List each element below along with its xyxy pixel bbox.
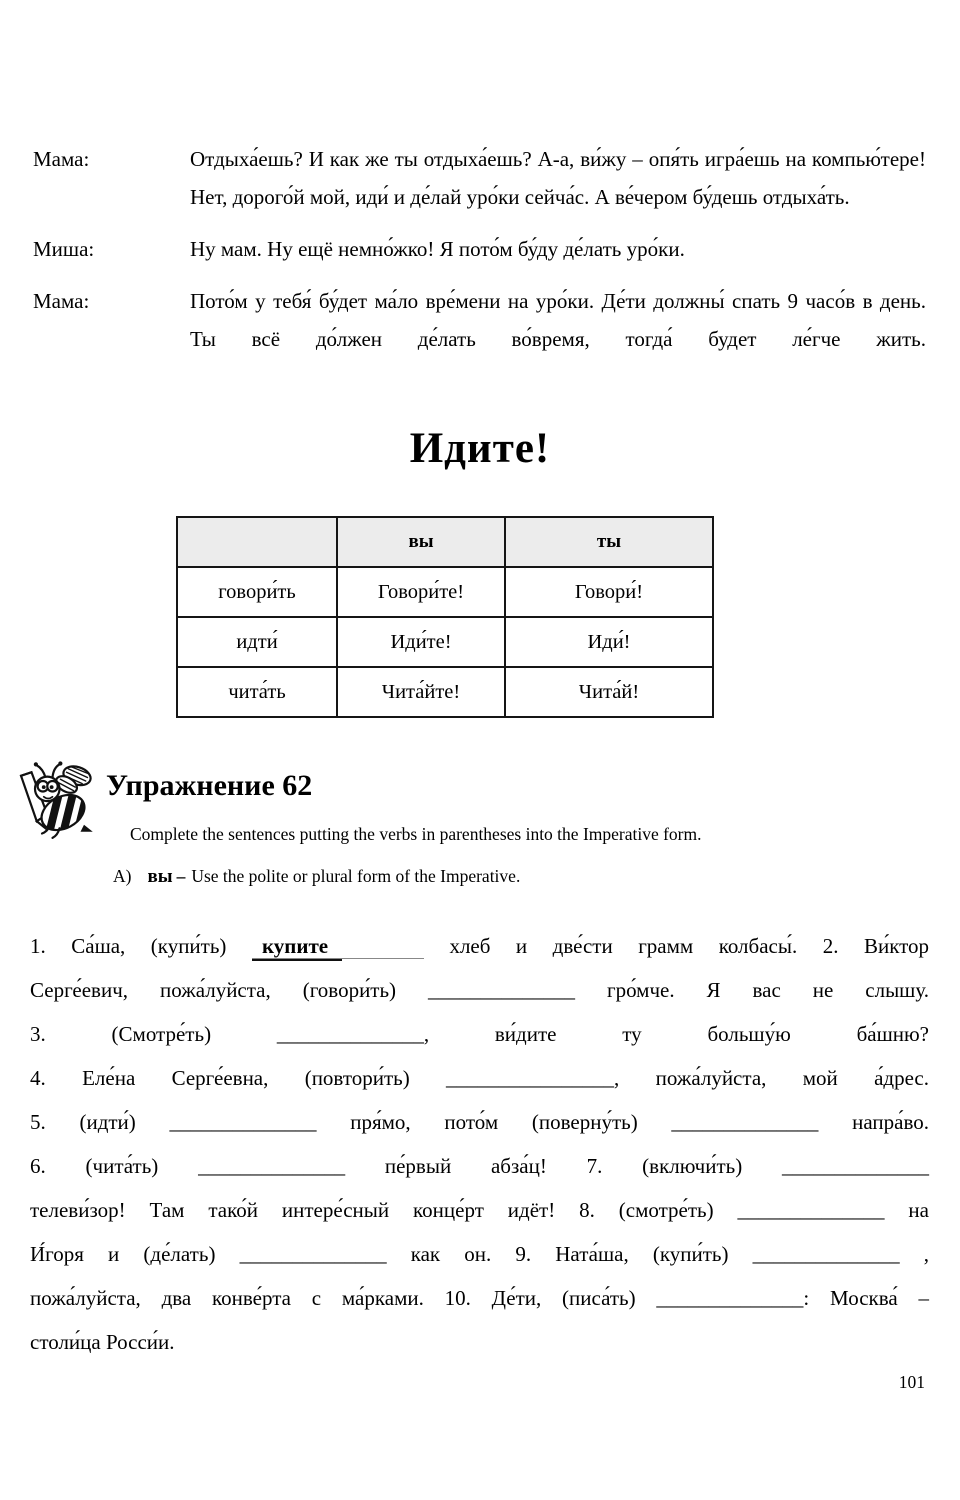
table-row xyxy=(177,667,713,717)
sentence-line: 4. Еле́на Серге́евна, (повтори́ть) ________________, пожа́луйста, мой а́дрес. xyxy=(30,1066,929,1090)
dialogue-section xyxy=(33,140,926,372)
bee-pencil-icon xyxy=(12,760,100,844)
answer-blank xyxy=(252,934,424,959)
page-number: 101 xyxy=(898,1372,925,1392)
dialogue-speaker: Мама: xyxy=(33,289,90,313)
table-header-empty xyxy=(177,517,337,567)
sentence-text: 1. Са́ша, (купи́ть) xyxy=(30,934,227,958)
sentence-line: 3. (Смотре́ть) ______________, ви́дите ту большу́ю ба́шню? xyxy=(30,1022,929,1046)
exercise-sentences xyxy=(30,924,929,1364)
sentence-line: Серге́евич, пожа́луйста, (говори́ть) ______________ гро́мче. Я вас не слышу. xyxy=(30,978,929,1002)
answer-text: купите xyxy=(252,934,342,961)
section-title: Идите! xyxy=(409,425,551,472)
part-text: Use the polite or plural form of the Imperative. xyxy=(191,866,521,886)
part-term: вы xyxy=(147,866,173,887)
sentence-line: телеви́зор! Там тако́й интере́сный конце́рт идёт! 8. (смотре́ть) ______________ на xyxy=(30,1198,929,1222)
sentence-line: столи́ца Росси́и. xyxy=(30,1330,175,1354)
sentence-line: И́горя и (де́лать) ______________ как он. 9. Ната́ша, (купи́ть) ______________ , xyxy=(30,1242,929,1266)
dialogue-text: Отдыха́ешь? И как же ты отдыха́ешь? А-а, ви́жу – опя́ть игра́ешь на компью́тере! Нет, дорого́й мой, иди́ и де́лай уро́ки сейча́с. А ве́чером бу́дешь отдыха́ть. xyxy=(190,147,926,209)
dialogue-text: Ну мам. Ну ещё немно́жко! Я пото́м бу́ду де́лать уро́ки. xyxy=(190,237,685,261)
table-header-row xyxy=(177,517,713,567)
dialogue-row xyxy=(33,140,926,216)
table-row xyxy=(177,567,713,617)
dialogue-text: Пото́м у тебя́ бу́дет ма́ло вре́мени на уро́ки. Де́ти должны́ спать 9 часо́в в день. Ты всё до́лжен де́лать во́время, тогда́ будет ле́гче жить. xyxy=(190,289,926,351)
table-header-vy: вы xyxy=(337,517,505,567)
table-cell-vy-form: Говори́те! xyxy=(337,567,505,617)
sentence-line xyxy=(30,924,929,968)
table-row xyxy=(177,617,713,667)
exercise-part-a xyxy=(113,866,520,888)
table-cell-vy-form: Чита́йте! xyxy=(337,667,505,717)
table-cell-infinitive: идти́ xyxy=(177,617,337,667)
sentence-text: хлеб и две́сти грамм колбасы́. 2. Ви́ктор xyxy=(449,934,930,958)
table-cell-infinitive: чита́ть xyxy=(177,667,337,717)
part-label: A) xyxy=(113,866,132,886)
table-cell-vy-form: Иди́те! xyxy=(337,617,505,667)
table-cell-ty-form: Иди́! xyxy=(505,617,713,667)
imperative-table xyxy=(176,516,714,718)
exercise-heading: Упражнение 62 xyxy=(106,769,313,802)
dialogue-speaker: Миша: xyxy=(33,237,95,261)
table-header-ty: ты xyxy=(505,517,713,567)
dialogue-speaker: Мама: xyxy=(33,147,90,171)
sentence-line: 6. (чита́ть) ______________ пе́рвый абза́ц! 7. (включи́ть) ______________ xyxy=(30,1154,929,1178)
table-cell-ty-form: Чита́й! xyxy=(505,667,713,717)
sentence-line: пожа́луйста, два конве́рта с ма́рками. 10. Де́ти, (писа́ть) ______________: Москва́ – xyxy=(30,1286,929,1310)
exercise-instruction: Complete the sentences putting the verbs in parentheses into the Imperative form. xyxy=(130,824,702,844)
dialogue-row xyxy=(33,230,926,268)
part-dash: – xyxy=(176,866,186,886)
sentence-line: 5. (идти́) ______________ пря́мо, пото́м (поверну́ть) ______________ напра́во. xyxy=(30,1110,929,1134)
table-cell-ty-form: Говори́! xyxy=(505,567,713,617)
dialogue-row xyxy=(33,282,926,358)
table-cell-infinitive: говори́ть xyxy=(177,567,337,617)
